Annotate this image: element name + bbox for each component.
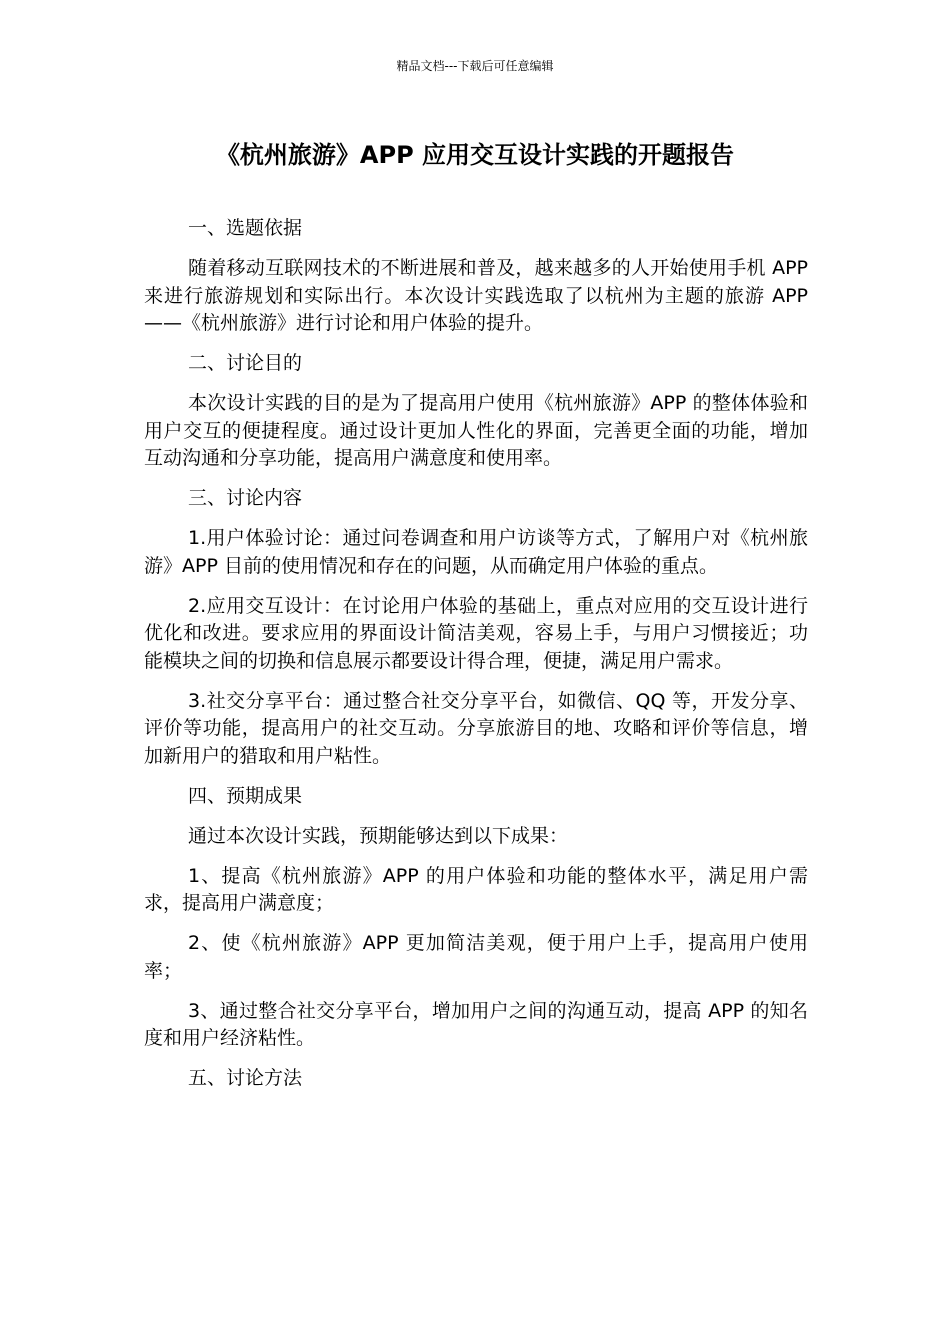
paragraph-content-1: 1.用户体验讨论：通过问卷调查和用户访谈等方式，了解用户对《杭州旅游》APP 目前的使用情况和存在的问题，从而确定用户体验的重点。 — [144, 527, 808, 577]
paragraph-purpose: 本次设计实践的目的是为了提高用户使用《杭州旅游》APP 的整体体验和用户交互的便捷程度。通过设计更加人性化的界面，完善更全面的功能，增加互动沟通和分享功能，提高用户满意度和使用率。 — [144, 392, 808, 469]
section-heading-basis: 一、选题依据 — [188, 217, 303, 239]
section-heading-outcomes: 四、预期成果 — [188, 784, 303, 807]
page-header: 精品文档---下载后可任意编辑 — [396, 59, 554, 73]
paragraph-content-3: 3.社交分享平台：通过整合社交分享平台，如微信、QQ 等，开发分享、评价等功能，提高用户的社交互动。分享旅游目的地、攻略和评价等信息，增加新用户的猎取和用户粘性。 — [144, 689, 808, 767]
paragraph-outcomes-intro: 通过本次设计实践，预期能够达到以下成果： — [188, 824, 569, 847]
section-heading-methods: 五、讨论方法 — [188, 1067, 303, 1089]
section-heading-content: 三、讨论内容 — [188, 487, 303, 509]
paragraph-basis: 随着移动互联网技术的不断进展和普及，越来越多的人开始使用手机 APP 来进行旅游规划和实际出行。本次设计实践选取了以杭州为主题的旅游 APP——《杭州旅游》进行讨论和用户体验的提升。 — [144, 257, 808, 334]
paragraph-outcome-3: 3、通过整合社交分享平台，增加用户之间的沟通互动，提高 APP 的知名度和用户经济粘性。 — [144, 999, 808, 1049]
document-body — [144, 215, 808, 1105]
paragraph-outcome-1: 1、提高《杭州旅游》APP 的用户体验和功能的整体水平，满足用户需求，提高用户满意度； — [144, 864, 808, 914]
paragraph-outcome-2: 2、使《杭州旅游》APP 更加简洁美观，便于用户上手，提高用户使用率； — [144, 932, 808, 982]
section-heading-purpose: 二、讨论目的 — [188, 352, 303, 374]
document-title: 《杭州旅游》APP 应用交互设计实践的开题报告 — [215, 141, 735, 169]
paragraph-content-2: 2.应用交互设计：在讨论用户体验的基础上，重点对应用的交互设计进行优化和改进。要求应用的界面设计简洁美观，容易上手，与用户习惯接近；功能模块之间的切换和信息展示都要设计得合理，便捷，满足用户需求。 — [144, 594, 808, 672]
